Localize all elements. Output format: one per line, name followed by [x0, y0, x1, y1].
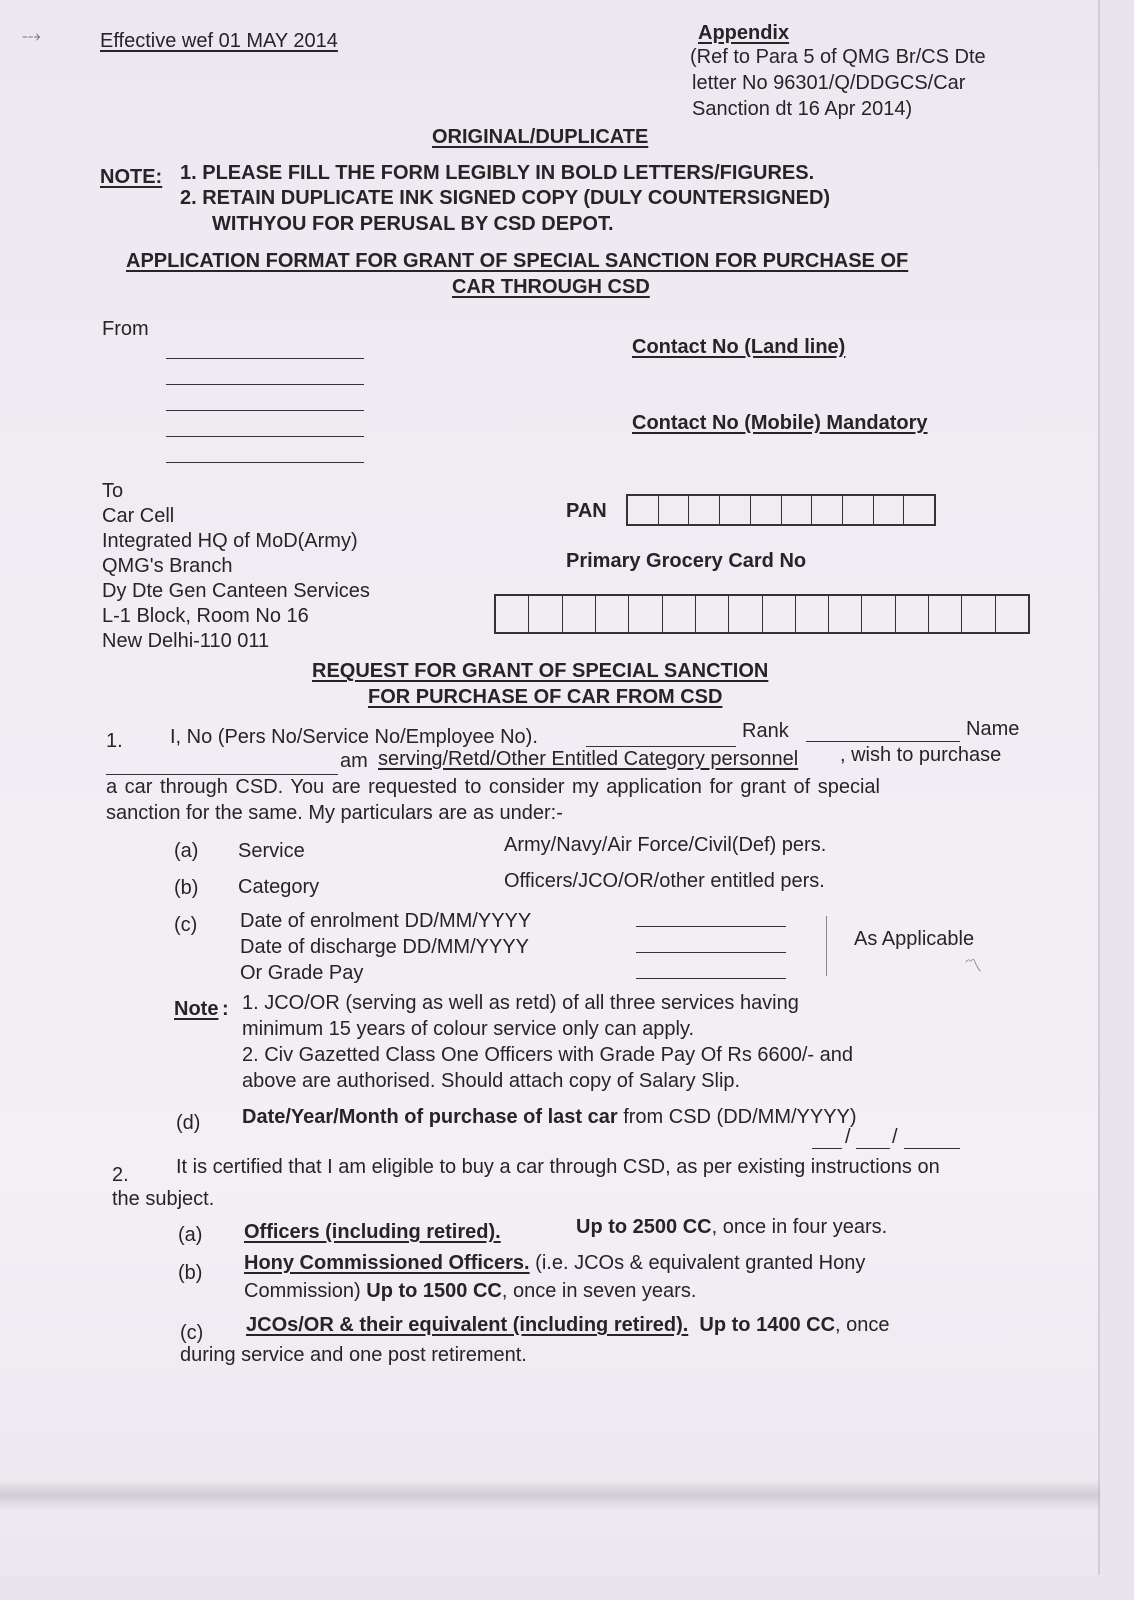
pen-mark-icon: ⤏: [22, 26, 41, 46]
para-2-b-line-1: [244, 1252, 865, 1275]
as-applicable: As Applicable: [854, 928, 975, 950]
form-title-line-2: CAR THROUGH CSD: [452, 276, 650, 298]
from-label: From: [102, 318, 149, 340]
para-2-b-pre: Commission): [244, 1280, 367, 1302]
para-2-a-title: Officers (including retired).: [244, 1221, 501, 1243]
purchase-month-field[interactable]: [856, 1148, 890, 1149]
note-label: NOTE:: [100, 166, 163, 188]
item-a-label: (a): [174, 840, 199, 862]
contact-mobile-label: Contact No (Mobile) Mandatory: [632, 412, 928, 434]
to-line-4: Dy Dte Gen Canteen Services: [102, 580, 370, 602]
note-item-1: 1. PLEASE FILL THE FORM LEGIBLY IN BOLD LETTERS/FIGURES.: [180, 162, 815, 184]
sub-note-2a: 2. Civ Gazetted Class One Officers with Grade Pay Of Rs 6600/- and: [242, 1044, 854, 1066]
appendix-ref-2: letter No 96301/Q/DDGCS/Car: [692, 72, 966, 94]
para-2-line-2: the subject.: [112, 1188, 215, 1210]
from-line-3[interactable]: [166, 410, 364, 411]
pers-no-field[interactable]: [586, 746, 736, 747]
para-1-line-3: a car through CSD. You are requested to consider my application for grant of special: [106, 776, 880, 798]
item-d-label: (d): [176, 1112, 201, 1134]
para-1-line-4: sanction for the same. My particulars are as under:-: [106, 802, 563, 824]
para-2-b-rest: (i.e. JCOs & equivalent granted Hony: [529, 1252, 866, 1274]
from-line-1[interactable]: [166, 358, 364, 359]
from-line-4[interactable]: [166, 436, 364, 437]
appendix-title: Appendix: [698, 22, 790, 44]
para-2-b-bold: Up to 1500 CC: [366, 1280, 502, 1302]
to-line-2: Integrated HQ of MoD(Army): [102, 530, 358, 552]
request-line-1: REQUEST FOR GRANT OF SPECIAL SANCTION: [312, 660, 769, 682]
to-line-6: New Delhi-110 011: [102, 630, 270, 652]
grocery-card-label: Primary Grocery Card No: [566, 550, 807, 572]
sub-note-1b: minimum 15 years of colour service only can apply.: [242, 1018, 695, 1040]
date-slash-2: /: [892, 1126, 898, 1148]
to-line-1: Car Cell: [102, 505, 175, 527]
note-item-2a: 2. RETAIN DUPLICATE INK SIGNED COPY (DULY COUNTERSIGNED): [180, 187, 831, 209]
enrolment-date-field[interactable]: [636, 926, 786, 927]
grade-pay-field[interactable]: [636, 978, 786, 979]
para-2-b-title: Hony Commissioned Officers.: [244, 1252, 530, 1274]
applicable-bracket: [818, 916, 827, 976]
grocery-card-boxes[interactable]: [494, 594, 1030, 634]
pan-label: PAN: [566, 500, 607, 522]
effective-date: Effective wef 01 MAY 2014: [100, 30, 338, 52]
item-c-key-2: Date of discharge DD/MM/YYYY: [240, 936, 529, 958]
to-label: To: [102, 480, 124, 502]
sub-note-2b: above are authorised. Should attach copy of Salary Slip.: [242, 1070, 741, 1092]
from-line-5[interactable]: [166, 462, 364, 463]
item-a-key: Service: [238, 840, 305, 862]
para-1-text-a: I, No (Pers No/Service No/Employee No).: [170, 726, 538, 748]
item-c-key-1: Date of enrolment DD/MM/YYYY: [240, 910, 532, 932]
sub-note-1a: 1. JCO/OR (serving as well as retd) of all three services having: [242, 992, 799, 1014]
item-d-text: [242, 1106, 857, 1129]
para-1-number: 1.: [106, 730, 123, 752]
serving-category: serving/Retd/Other Entitled Category personnel: [378, 748, 799, 770]
form-title-line-1: APPLICATION FORMAT FOR GRANT OF SPECIAL SANCTION FOR PURCHASE OF: [126, 250, 909, 272]
item-c-key-3: Or Grade Pay: [240, 962, 364, 984]
pan-boxes[interactable]: [626, 494, 936, 526]
para-2-a-label: (a): [178, 1224, 203, 1246]
from-line-2[interactable]: [166, 384, 364, 385]
para-2-number: 2.: [112, 1164, 129, 1186]
item-c-label: (c): [174, 914, 198, 936]
para-2-a-bold: Up to 2500 CC: [576, 1216, 712, 1238]
wish-text: , wish to purchase: [840, 744, 1002, 766]
para-2-b-post: , once in seven years.: [501, 1280, 697, 1302]
pen-mark-icon: 〽: [964, 956, 982, 976]
para-2-c-line-2: during service and one post retirement.: [180, 1344, 527, 1366]
discharge-date-field[interactable]: [636, 952, 786, 953]
item-d-text-rest: from CSD (DD/MM/YYYY): [617, 1106, 857, 1128]
sub-note-colon: :: [222, 998, 229, 1020]
item-b-value: Officers/JCO/OR/other entitled pers.: [504, 870, 825, 892]
to-line-5: L-1 Block, Room No 16: [102, 605, 309, 627]
para-2-c-rest: , once: [835, 1314, 890, 1336]
purchase-day-field[interactable]: [812, 1148, 842, 1149]
item-b-label: (b): [174, 877, 199, 899]
item-d-text-bold: Date/Year/Month of purchase of last car: [242, 1106, 618, 1128]
para-2-b-line-2: [244, 1280, 696, 1303]
name-label: Name: [966, 718, 1020, 740]
para-2-a-text: [576, 1216, 887, 1239]
date-slash-1: /: [845, 1126, 851, 1148]
copy-type: ORIGINAL/DUPLICATE: [432, 126, 649, 148]
para-2-a-rest: , once in four years.: [711, 1216, 888, 1238]
rank-field[interactable]: [806, 741, 960, 742]
scan-shadow: [0, 1480, 1100, 1510]
sub-note-label: Note: [174, 998, 219, 1020]
rank-label: Rank: [742, 720, 789, 742]
contact-landline-label: Contact No (Land line): [632, 336, 846, 358]
purchase-year-field[interactable]: [904, 1148, 960, 1149]
para-2-c-line-1: [246, 1314, 890, 1337]
note-item-2b: WITHYOU FOR PERUSAL BY CSD DEPOT.: [212, 213, 614, 235]
to-line-3: QMG's Branch: [102, 555, 233, 577]
para-2-b-label: (b): [178, 1262, 203, 1284]
para-2-line-1: It is certified that I am eligible to buy a car through CSD, as per existing instructions on: [176, 1156, 940, 1178]
appendix-ref-1: (Ref to Para 5 of QMG Br/CS Dte: [690, 46, 986, 68]
item-b-key: Category: [238, 876, 320, 898]
para-2-c-title: JCOs/OR & their equivalent (including retired).: [246, 1314, 689, 1336]
am-label: am: [340, 750, 368, 772]
appendix-ref-3: Sanction dt 16 Apr 2014): [692, 98, 913, 120]
name-field[interactable]: [106, 774, 338, 775]
para-2-c-label: (c): [180, 1322, 204, 1344]
request-line-2: FOR PURCHASE OF CAR FROM CSD: [368, 686, 723, 708]
item-a-value: Army/Navy/Air Force/Civil(Def) pers.: [504, 834, 827, 856]
para-2-c-bold: Up to 1400 CC: [699, 1314, 836, 1336]
